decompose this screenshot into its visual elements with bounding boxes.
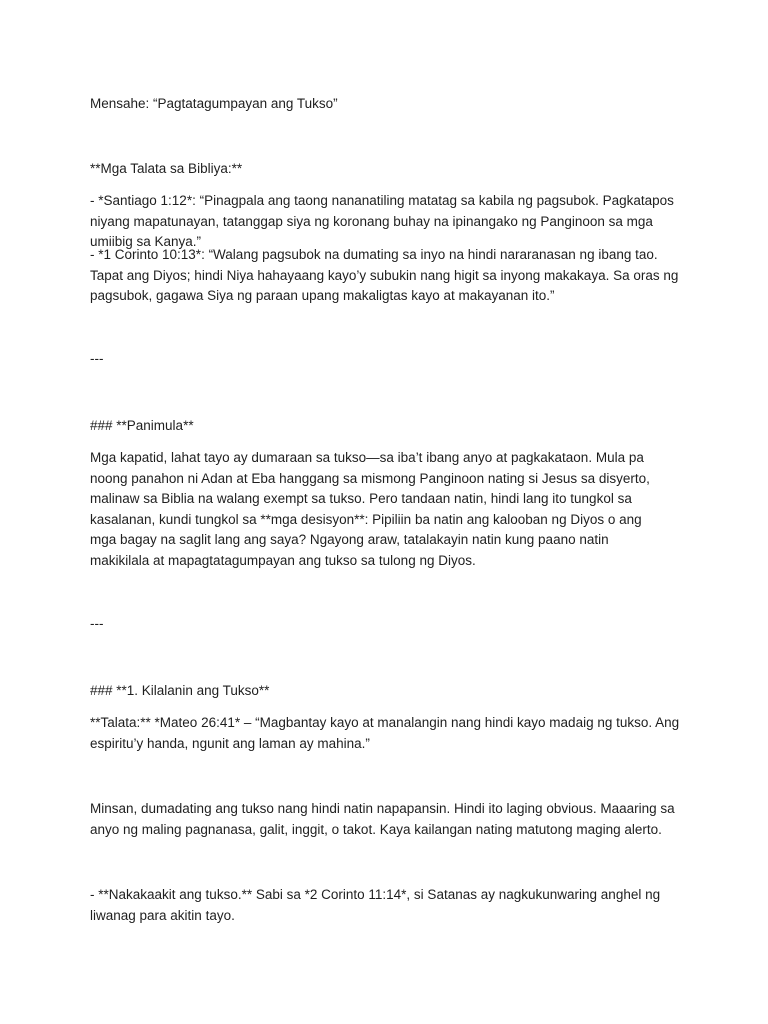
document-title: Mensahe: “Pagtatagumpayan ang Tukso” — [90, 96, 338, 111]
intro-heading: ### **Panimula** — [90, 418, 194, 433]
intro-paragraph: Mga kapatid, lahat tayo ay dumaraan sa tukso—sa iba’t ibang anyo at pagkakataon. Mula pa noong panahon ni Adan at Eba hanggang sa mismong Panginoon nating si Jesus sa disyerto, malinaw sa Biblia na walang exempt sa tukso. Pero tandaan natin, hindi lang ito tungkol sa kasalanan, kundi tungkol sa **mga desisyon**: Pipiliin ba natin ang kalooban ng Diyos o ang mga bagay na saglit lang ang saya? Ngayong araw, tatalakayin natin kung paano natin makikilala at mapagtatagumpayan ang tukso sa tulong ng Diyos. — [90, 450, 650, 568]
separator: --- — [90, 351, 104, 366]
separator: --- — [90, 616, 104, 631]
verse-santiago: - *Santiago 1:12*: “Pinagpala ang taong nananatiling matatag sa kabila ng pagsubok. Pagkatapos niyang mapatunayan, tatanggap siya ng koronang buhay na ipinangako ng Panginoon sa mga umiibig sa Kanya.” — [90, 193, 674, 249]
section1-heading: ### **1. Kilalanin ang Tukso** — [90, 683, 270, 698]
verses-heading: **Mga Talata sa Bibliya:** — [90, 161, 243, 176]
section1-verse: **Talata:** *Mateo 26:41* – “Magbantay kayo at manalangin nang hindi kayo madaig ng tukso. Ang espiritu’y handa, ngunit ang laman ay mahina.” — [90, 715, 680, 751]
section1-paragraph: Minsan, dumadating ang tukso nang hindi natin napapansin. Hindi ito laging obvious. Maaaring sa anyo ng maling pagnanasa, galit, inggit, o takot. Kaya kailangan nating matutong maging alerto. — [90, 801, 675, 837]
verse-corinto: - *1 Corinto 10:13*: “Walang pagsubok na dumating sa inyo na hindi nararanasan ng ibang tao. Tapat ang Diyos; hindi Niya hahayaang kayo’y subukin nang higit sa inyong makakaya. Sa oras ng pagsubok, gagawa Siya ng paraan upang makaligtas kayo at makayanan ito.” — [90, 247, 679, 303]
section1-bullet: - **Nakakaakit ang tukso.** Sabi sa *2 Corinto 11:14*, si Satanas ay nagkukunwaring anghel ng liwanag para akitin tayo. — [90, 887, 661, 923]
